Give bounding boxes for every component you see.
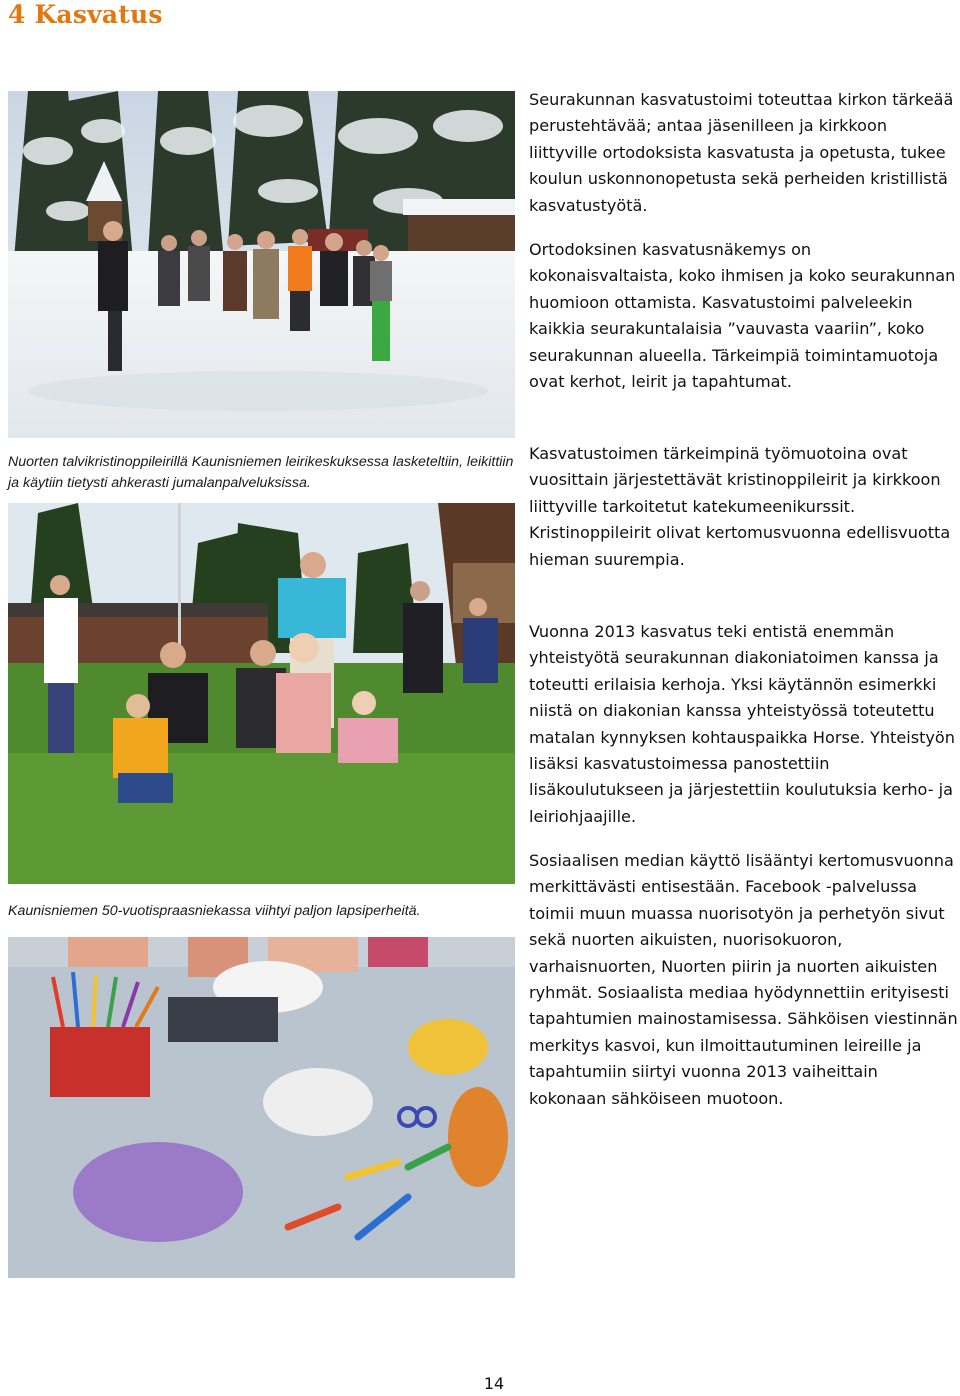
page-title: 4 Kasvatus [8, 0, 163, 29]
page-number: 14 [483, 1374, 505, 1393]
paragraph-camps: Kasvatustoimen tärkeimpinä työmuotoina ovat vuosittain järjestettävät kristinoppileirit ja kirkkoon liittyville tarkoitetut katekumeenikurssit. Kristinoppileirit olivat kertomusvuonna edellisvuotta hieman suurempia. [529, 444, 951, 569]
paragraph-education-mission: Seurakunnan kasvatustoimi toteuttaa kirkon tärkeää perustehtävää; antaa jäsenilleen ja kirkkoon liittyville ortodoksista kasvatusta ja opetusta, tukee koulun uskonnonopetusta sekä perheiden kristillistä kasvatustyötä. [529, 90, 954, 215]
paragraph-social-media: Sosiaalisen median käyttö lisääntyi kertomusvuonna merkittävästi entisestään. Facebook -palvelussa toimii muun muassa nuorisotyön ja perhetyön sivut sekä nuorten aikuisten, nuorisokuoron, varhaisnuorten, Nuorten piirin ja nuorten aikuisten ryhmät. Sosiaalista mediaa hyödynnettiin erityisesti tapahtumien mainostamisessa. Sähköisen viestinnän merkitys kasvoi, kun ilmoittautuminen leireille ja tapahtumiin siirtyi vuonna 2013 vaiheittain kokonaan sähköiseen muotoon. [529, 851, 958, 1108]
winter-photo-caption: Nuorten talvikristinoppileirillä Kaunisniemen leirikeskuksessa lasketeltiin, leikittiin ja käytiin tietysti ahkerasti jumalanpalveluksissa. [8, 454, 514, 491]
summer-party-illustration [8, 503, 515, 884]
summer-photo-caption: Kaunisniemen 50-vuotispraasniekassa viihtyi paljon lapsiperheitä. [8, 903, 421, 919]
winter-camp-illustration [8, 91, 515, 438]
winter-camp-photo [8, 91, 515, 438]
summer-party-photo [8, 503, 515, 884]
crafts-table-illustration [8, 937, 515, 1278]
crafts-table-photo [8, 937, 515, 1278]
paragraph-cooperation: Vuonna 2013 kasvatus teki entistä enemmän yhteistyötä seurakunnan diakoniatoimen kanssa ja toteutti erilaisia kerhoja. Yksi käytännön esimerkki niistä on diakonian kanssa yhteistyössä toteutettu matalan kynnyksen kohtauspaikka Horse. Yhteistyön lisäksi kasvatustoimessa panostettiin lisäkoulutukseen ja järjestettiin koulutuksia kerho- ja leiriohjaajille. [529, 622, 955, 826]
paragraph-education-view: Ortodoksinen kasvatusnäkemys on kokonaisvaltaista, koko ihmisen ja koko seurakunnan huomioon ottamista. Kasvatustoimi palveleekin kaikkia seurakuntalaisia ”vauvasta vaariin”, koko seurakunnan alueella. Tärkeimpiä toimintamuotoja ovat kerhot, leirit ja tapahtumat. [529, 240, 956, 392]
